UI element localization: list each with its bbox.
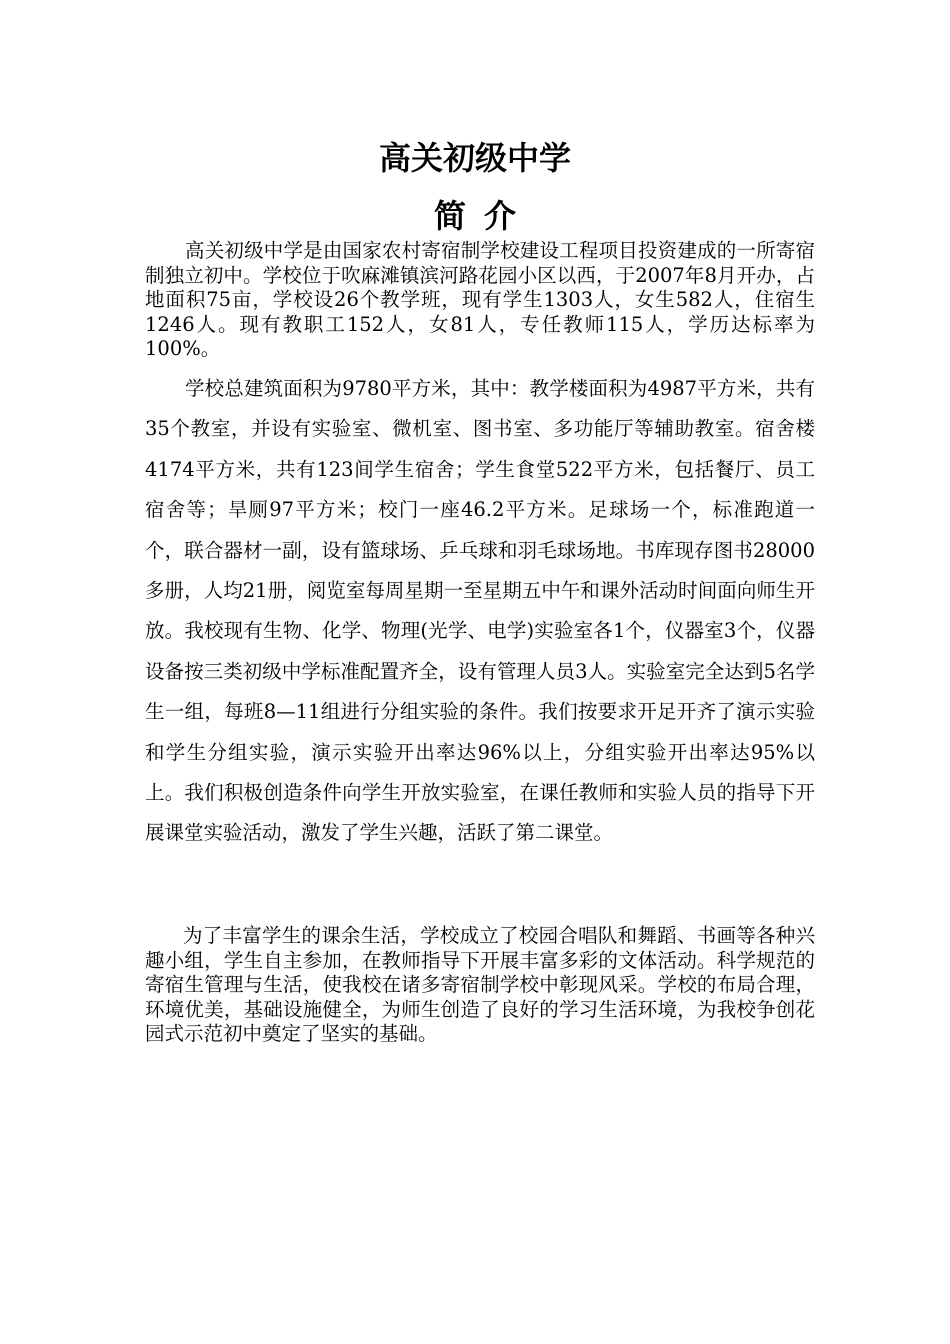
paragraph-student-life: 为了丰富学生的课余生活，学校成立了校园合唱队和舞蹈、书画等各种兴趣小组，学生自主参加，在教师指导下开展丰富多彩的文体活动。科学规范的寄宿生管理与生活，使我校在诸多寄宿制学校中彰现风采。学校的布局合理，环境优美，基础设施健全，为师生创造了良好的学习生活环境，为我校争创花园式示范初中奠定了坚实的基础。 xyxy=(145,924,815,1045)
document-title: 高关初级中学 xyxy=(378,139,571,177)
document-subtitle: 简介 xyxy=(433,197,534,235)
paragraph-school-overview: 高关初级中学是由国家农村寄宿制学校建设工程项目投资建成的一所寄宿制独立初中。学校位于吹麻滩镇滨河路花园小区以西，于2007年8月开办，占地面积75亩，学校设26个教学班，现有学生1303人，女生582人，住宿生1246人。现有教职工152人，女81人，专任教师115人，学历达标率为100%。 xyxy=(145,239,815,360)
paragraph-facilities: 学校总建筑面积为9780平方米，其中：教学楼面积为4987平方米，共有35个教室，并设有实验室、微机室、图书室、多功能厅等辅助教室。宿舍楼4174平方米，共有123间学生宿舍；学生食堂522平方米，包括餐厅、员工宿舍等；旱厕97平方米；校门一座46.2平方米。足球场一个，标准跑道一个，联合器材一副，设有篮球场、乒乓球和羽毛球场地。书库现存图书28000多册，人均21册，阅览室每周星期一至星期五中午和课外活动时间面向师生开放。我校现有生物、化学、物理(光学、电学)实验室各1个，仪器室3个，仪器设备按三类初级中学标准配置齐全，设有管理人员3人。实验室完全达到5名学生一组，每班8—11组进行分组实验的条件。我们按要求开足开齐了演示实验和学生分组实验，演示实验开出率达96%以上，分组实验开出率达95%以上。我们积极创造条件向学生开放实验室，在课任教师和实验人员的指导下开展课堂实验活动，激发了学生兴趣，活跃了第二课堂。 xyxy=(145,377,815,845)
